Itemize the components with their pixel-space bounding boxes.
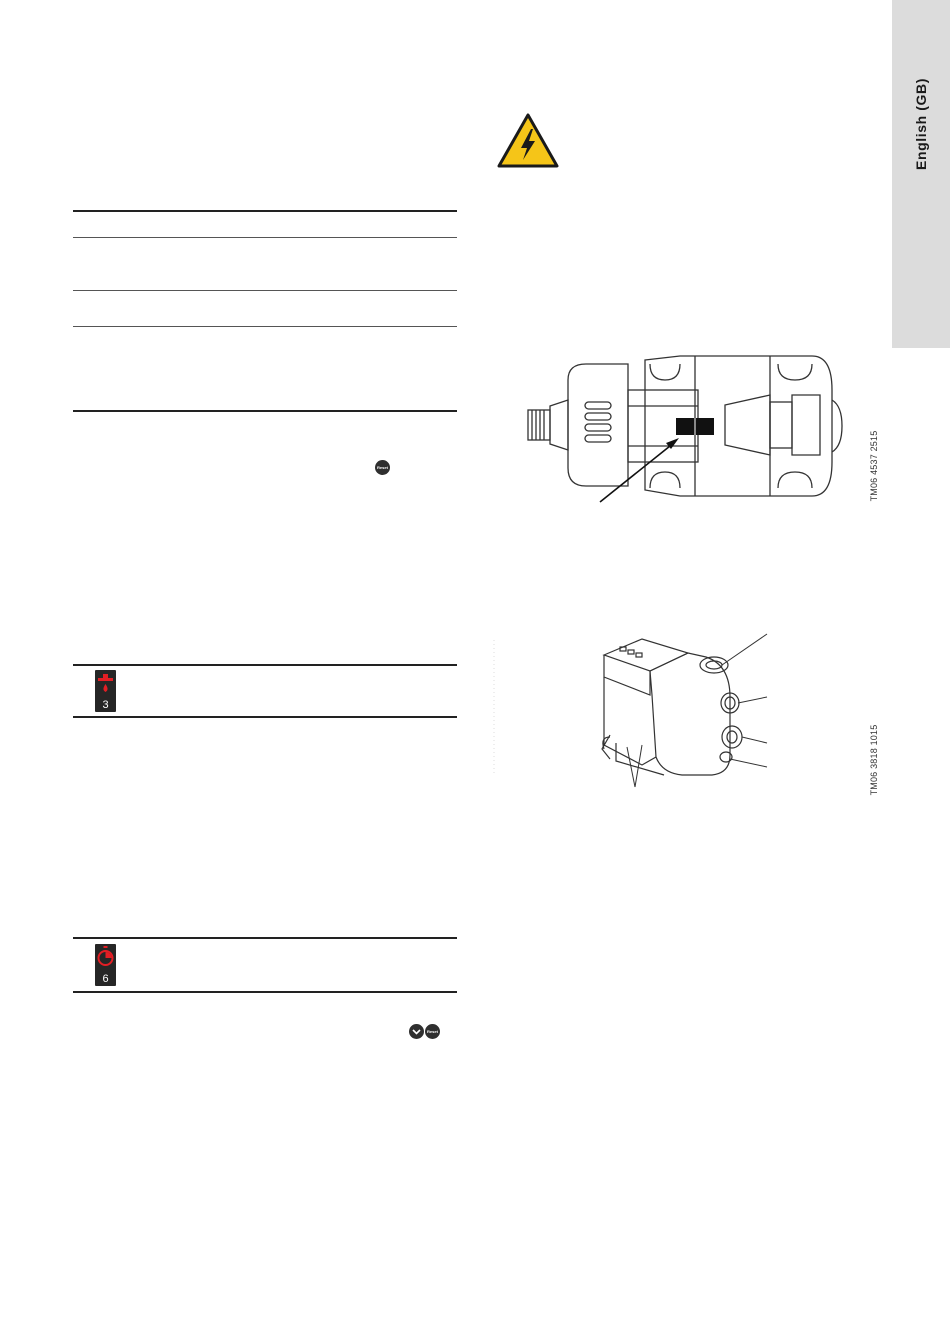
language-tab [892,0,950,348]
water-pipe-drop-icon [95,670,116,700]
reset-button [375,460,390,475]
chevron-down-icon [412,1029,421,1035]
pump-top-view-illustration [520,350,840,510]
figure-code: TM06 3818 1015 [869,724,879,796]
pump-perspective-illustration [492,625,782,805]
fault-box-top-rule [73,664,457,666]
table-header-rule [73,237,457,238]
down-button [409,1024,424,1039]
stopwatch-icon [95,944,116,974]
reset-button-label: Reset [377,464,388,470]
language-tab-label: English (GB) [913,78,929,170]
table-bottom-rule [73,410,457,412]
fault-3-icon [95,670,116,712]
figure-code: TM06 4537 2515 [869,430,879,502]
table-row-rule [73,326,457,327]
fault-box-top-rule [73,937,457,939]
fault-3-number: 3 [102,699,109,711]
fault-6-icon [95,944,116,986]
fault-6-number: 6 [102,973,109,985]
reset-button [425,1024,440,1039]
table-top-rule [73,210,457,212]
fault-box-bottom-rule [73,991,457,993]
electrical-hazard-icon [496,112,560,170]
table-row-rule [73,290,457,291]
reset-button-label: Reset [427,1028,438,1034]
fault-box-bottom-rule [73,716,457,718]
